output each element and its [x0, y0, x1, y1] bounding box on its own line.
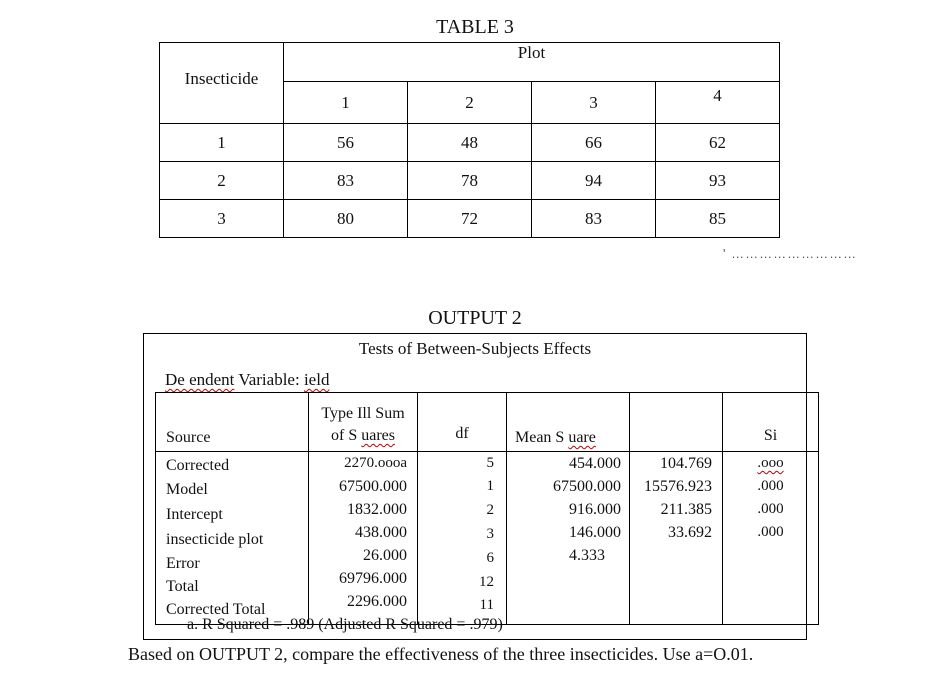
- table-cell: 78: [408, 162, 532, 200]
- table-cell: 48: [408, 124, 532, 162]
- ss-value: 438.000: [355, 524, 407, 541]
- table3-title: TABLE 3: [436, 16, 514, 38]
- sig-value: .000: [757, 478, 784, 494]
- ss-value: 26.000: [363, 547, 407, 564]
- dependent-prefix: De endent: [165, 370, 235, 389]
- ms-value: 4.333: [569, 547, 605, 564]
- df-value: 6: [486, 550, 494, 566]
- sig-column: [723, 452, 819, 625]
- header-sum-of-squares: [309, 393, 418, 452]
- table-cell: 93: [656, 162, 780, 200]
- plot-header-3: 3: [532, 82, 656, 124]
- sum-of-squares-column: [309, 452, 418, 625]
- table-row: [160, 200, 780, 238]
- plot-header-2: 2: [408, 82, 532, 124]
- f-value: 33.692: [668, 524, 712, 541]
- table-cell: 80: [284, 200, 408, 238]
- ss-value: 2296.000: [347, 593, 407, 610]
- df-value: 3: [486, 526, 494, 542]
- ms-value: 67500.000: [553, 478, 621, 495]
- header-mean-square: Mean S uare: [507, 393, 630, 452]
- table-cell: 56: [284, 124, 408, 162]
- anova-table: [155, 392, 819, 625]
- source-label: Corrected Total: [166, 601, 266, 618]
- table-cell: 66: [532, 124, 656, 162]
- header-ss-line1: Type Ill Sum: [321, 405, 405, 422]
- anova-body-row: [156, 452, 819, 625]
- source-label: Total: [166, 578, 199, 595]
- table-cell: 94: [532, 162, 656, 200]
- f-value: 211.385: [660, 501, 712, 518]
- insecticide-label: 1: [160, 124, 284, 162]
- insecticide-label: 2: [160, 162, 284, 200]
- dependent-variable-label: [165, 370, 329, 390]
- dependent-middle: Variable:: [234, 370, 304, 389]
- ss-value: 2270.oooa: [344, 455, 407, 471]
- header-f: [630, 393, 723, 452]
- header-source: Source: [156, 393, 309, 452]
- insecticide-label: 3: [160, 200, 284, 238]
- df-value: 1: [486, 478, 494, 494]
- f-value: 15576.923: [644, 478, 712, 495]
- dependent-var-name: ield: [303, 370, 330, 389]
- footnote: a. R Squared = .989 (Adjusted R Squared = .979): [187, 616, 503, 633]
- output2-title: OUTPUT 2: [428, 307, 522, 329]
- table-row: [160, 162, 780, 200]
- ms-value: 454.000: [569, 455, 621, 472]
- df-value: 12: [479, 574, 494, 590]
- dotted-leader: ' ………………………: [723, 246, 858, 261]
- question-text: Based on OUTPUT 2, compare the effectiveness of the three insecticides. Use a=O.01.: [128, 644, 754, 664]
- header-sig: Si: [723, 393, 819, 452]
- table-row: [160, 124, 780, 162]
- df-value: 2: [486, 502, 494, 518]
- mean-square-column: [507, 452, 630, 625]
- header-ss-line2: of S uares: [331, 427, 395, 444]
- header-df: df: [418, 393, 507, 452]
- plot-header-1: 1: [284, 82, 408, 124]
- sig-value: .000: [757, 501, 784, 517]
- f-column: [630, 452, 723, 625]
- source-label: Corrected: [166, 457, 230, 474]
- ms-value: 146.000: [569, 524, 621, 541]
- col-group-header-plot: Plot: [284, 43, 780, 82]
- df-value: 5: [486, 455, 494, 471]
- output2-subtitle: Tests of Between-Subjects Effects: [358, 339, 592, 358]
- insecticide-plot-table: [159, 42, 780, 238]
- table-cell: 83: [532, 200, 656, 238]
- anova-header-row: [156, 393, 819, 452]
- sig-value: .ooo: [757, 455, 784, 471]
- ms-value: 916.000: [569, 501, 621, 518]
- table-cell: 83: [284, 162, 408, 200]
- table-cell: 85: [656, 200, 780, 238]
- f-value: 104.769: [660, 455, 712, 472]
- ss-value: 69796.000: [339, 570, 407, 587]
- ss-value: 67500.000: [339, 478, 407, 495]
- row-header-insecticide: Insecticide: [160, 43, 284, 124]
- table-cell: 72: [408, 200, 532, 238]
- source-label: Error: [166, 555, 200, 572]
- source-label: Model: [166, 481, 208, 498]
- sig-value: .000: [757, 524, 784, 540]
- table-cell: 62: [656, 124, 780, 162]
- ss-value: 1832.000: [347, 501, 407, 518]
- df-value: 11: [479, 597, 494, 613]
- source-label: Intercept: [166, 506, 223, 523]
- source-label: insecticide plot: [166, 531, 264, 548]
- df-column: [418, 452, 507, 625]
- source-column: [156, 452, 309, 625]
- plot-header-4: 4: [656, 82, 780, 124]
